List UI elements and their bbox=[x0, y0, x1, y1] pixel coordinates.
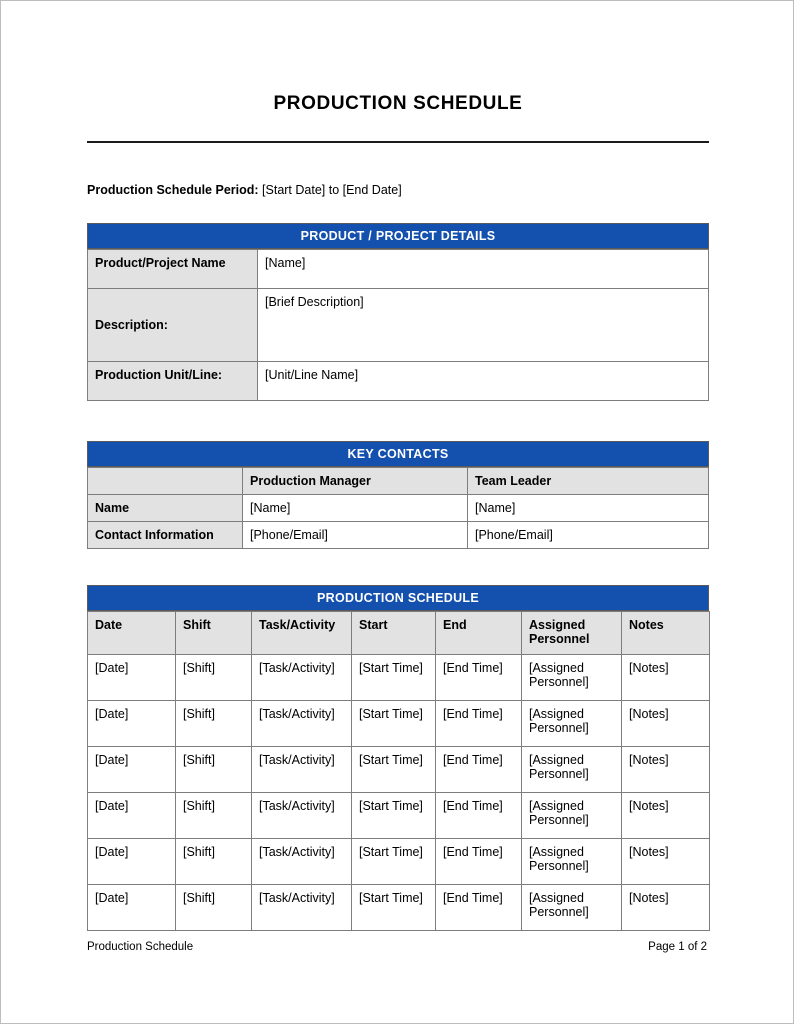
contacts-info-leader[interactable]: [Phone/Email] bbox=[468, 522, 709, 549]
schedule-cell-task[interactable]: [Task/Activity] bbox=[252, 793, 352, 839]
schedule-header-date: Date bbox=[88, 612, 176, 655]
schedule-cell-task[interactable]: [Task/Activity] bbox=[252, 701, 352, 747]
schedule-cell-start[interactable]: [Start Time] bbox=[352, 655, 436, 701]
product-details-table bbox=[87, 249, 709, 401]
schedule-cell-task[interactable]: [Task/Activity] bbox=[252, 747, 352, 793]
table-row bbox=[88, 495, 709, 522]
contacts-header-blank bbox=[88, 468, 243, 495]
schedule-cell-date[interactable]: [Date] bbox=[88, 793, 176, 839]
schedule-cell-end[interactable]: [End Time] bbox=[436, 701, 522, 747]
footer-page-number: Page 1 of 2 bbox=[648, 941, 707, 953]
schedule-cell-assigned[interactable]: [Assigned Personnel] bbox=[522, 655, 622, 701]
title-divider bbox=[87, 141, 709, 143]
schedule-cell-notes[interactable]: [Notes] bbox=[622, 839, 710, 885]
page-title: PRODUCTION SCHEDULE bbox=[273, 93, 523, 114]
table-row bbox=[88, 362, 709, 401]
schedule-cell-assigned[interactable]: [Assigned Personnel] bbox=[522, 839, 622, 885]
schedule-period-line bbox=[87, 183, 709, 197]
table-header-row bbox=[88, 468, 709, 495]
table-row bbox=[88, 655, 710, 701]
schedule-cell-shift[interactable]: [Shift] bbox=[176, 655, 252, 701]
schedule-header-notes: Notes bbox=[622, 612, 710, 655]
table-row bbox=[88, 793, 710, 839]
schedule-cell-shift[interactable]: [Shift] bbox=[176, 885, 252, 931]
table-header-row bbox=[88, 612, 710, 655]
document-body bbox=[87, 1, 709, 931]
contacts-name-label: Name bbox=[88, 495, 243, 522]
section-spacer bbox=[87, 401, 709, 441]
table-row bbox=[88, 522, 709, 549]
schedule-header-start: Start bbox=[352, 612, 436, 655]
schedule-cell-notes[interactable]: [Notes] bbox=[622, 701, 710, 747]
contacts-name-leader[interactable]: [Name] bbox=[468, 495, 709, 522]
table-row bbox=[88, 885, 710, 931]
contacts-name-manager[interactable]: [Name] bbox=[243, 495, 468, 522]
schedule-period-label: Production Schedule Period: bbox=[87, 183, 259, 197]
key-contacts-section bbox=[87, 441, 709, 549]
page-footer bbox=[87, 941, 707, 953]
schedule-cell-notes[interactable]: [Notes] bbox=[622, 793, 710, 839]
production-unit-label: Production Unit/Line: bbox=[88, 362, 258, 401]
schedule-cell-date[interactable]: [Date] bbox=[88, 885, 176, 931]
schedule-cell-end[interactable]: [End Time] bbox=[436, 885, 522, 931]
schedule-cell-assigned[interactable]: [Assigned Personnel] bbox=[522, 885, 622, 931]
schedule-cell-notes[interactable]: [Notes] bbox=[622, 655, 710, 701]
schedule-cell-assigned[interactable]: [Assigned Personnel] bbox=[522, 793, 622, 839]
schedule-cell-assigned[interactable]: [Assigned Personnel] bbox=[522, 747, 622, 793]
table-row bbox=[88, 839, 710, 885]
schedule-cell-shift[interactable]: [Shift] bbox=[176, 747, 252, 793]
schedule-period-value: [Start Date] to [End Date] bbox=[262, 183, 402, 197]
schedule-cell-end[interactable]: [End Time] bbox=[436, 839, 522, 885]
schedule-cell-date[interactable]: [Date] bbox=[88, 701, 176, 747]
schedule-cell-start[interactable]: [Start Time] bbox=[352, 885, 436, 931]
contacts-header-team-leader: Team Leader bbox=[468, 468, 709, 495]
table-row bbox=[88, 289, 709, 362]
schedule-cell-end[interactable]: [End Time] bbox=[436, 655, 522, 701]
description-value[interactable]: [Brief Description] bbox=[258, 289, 709, 362]
schedule-header-shift: Shift bbox=[176, 612, 252, 655]
schedule-cell-notes[interactable]: [Notes] bbox=[622, 747, 710, 793]
contacts-header-production-manager: Production Manager bbox=[243, 468, 468, 495]
production-unit-value[interactable]: [Unit/Line Name] bbox=[258, 362, 709, 401]
table-row bbox=[88, 747, 710, 793]
schedule-cell-start[interactable]: [Start Time] bbox=[352, 793, 436, 839]
schedule-header-assigned-personnel: Assigned Personnel bbox=[522, 612, 622, 655]
footer-document-name: Production Schedule bbox=[87, 941, 194, 953]
schedule-cell-start[interactable]: [Start Time] bbox=[352, 747, 436, 793]
schedule-cell-notes[interactable]: [Notes] bbox=[622, 885, 710, 931]
schedule-cell-task[interactable]: [Task/Activity] bbox=[252, 885, 352, 931]
product-name-label: Product/Project Name bbox=[88, 250, 258, 289]
product-details-section bbox=[87, 223, 709, 401]
schedule-cell-end[interactable]: [End Time] bbox=[436, 747, 522, 793]
description-label: Description: bbox=[88, 289, 258, 362]
table-row bbox=[88, 250, 709, 289]
section-spacer bbox=[87, 549, 709, 585]
schedule-header-end: End bbox=[436, 612, 522, 655]
contacts-info-manager[interactable]: [Phone/Email] bbox=[243, 522, 468, 549]
production-schedule-band: PRODUCTION SCHEDULE bbox=[87, 585, 709, 611]
schedule-cell-start[interactable]: [Start Time] bbox=[352, 701, 436, 747]
schedule-cell-assigned[interactable]: [Assigned Personnel] bbox=[522, 701, 622, 747]
schedule-cell-task[interactable]: [Task/Activity] bbox=[252, 655, 352, 701]
schedule-header-task: Task/Activity bbox=[252, 612, 352, 655]
schedule-cell-shift[interactable]: [Shift] bbox=[176, 701, 252, 747]
production-schedule-section bbox=[87, 585, 709, 931]
schedule-cell-task[interactable]: [Task/Activity] bbox=[252, 839, 352, 885]
key-contacts-band: KEY CONTACTS bbox=[87, 441, 709, 467]
schedule-cell-date[interactable]: [Date] bbox=[88, 839, 176, 885]
schedule-cell-start[interactable]: [Start Time] bbox=[352, 839, 436, 885]
schedule-cell-shift[interactable]: [Shift] bbox=[176, 839, 252, 885]
schedule-cell-date[interactable]: [Date] bbox=[88, 655, 176, 701]
table-row bbox=[88, 701, 710, 747]
key-contacts-table bbox=[87, 467, 709, 549]
schedule-cell-end[interactable]: [End Time] bbox=[436, 793, 522, 839]
contacts-info-label: Contact Information bbox=[88, 522, 243, 549]
production-schedule-table bbox=[87, 611, 710, 931]
schedule-cell-date[interactable]: [Date] bbox=[88, 747, 176, 793]
product-details-band: PRODUCT / PROJECT DETAILS bbox=[87, 223, 709, 249]
schedule-cell-shift[interactable]: [Shift] bbox=[176, 793, 252, 839]
product-name-value[interactable]: [Name] bbox=[258, 250, 709, 289]
